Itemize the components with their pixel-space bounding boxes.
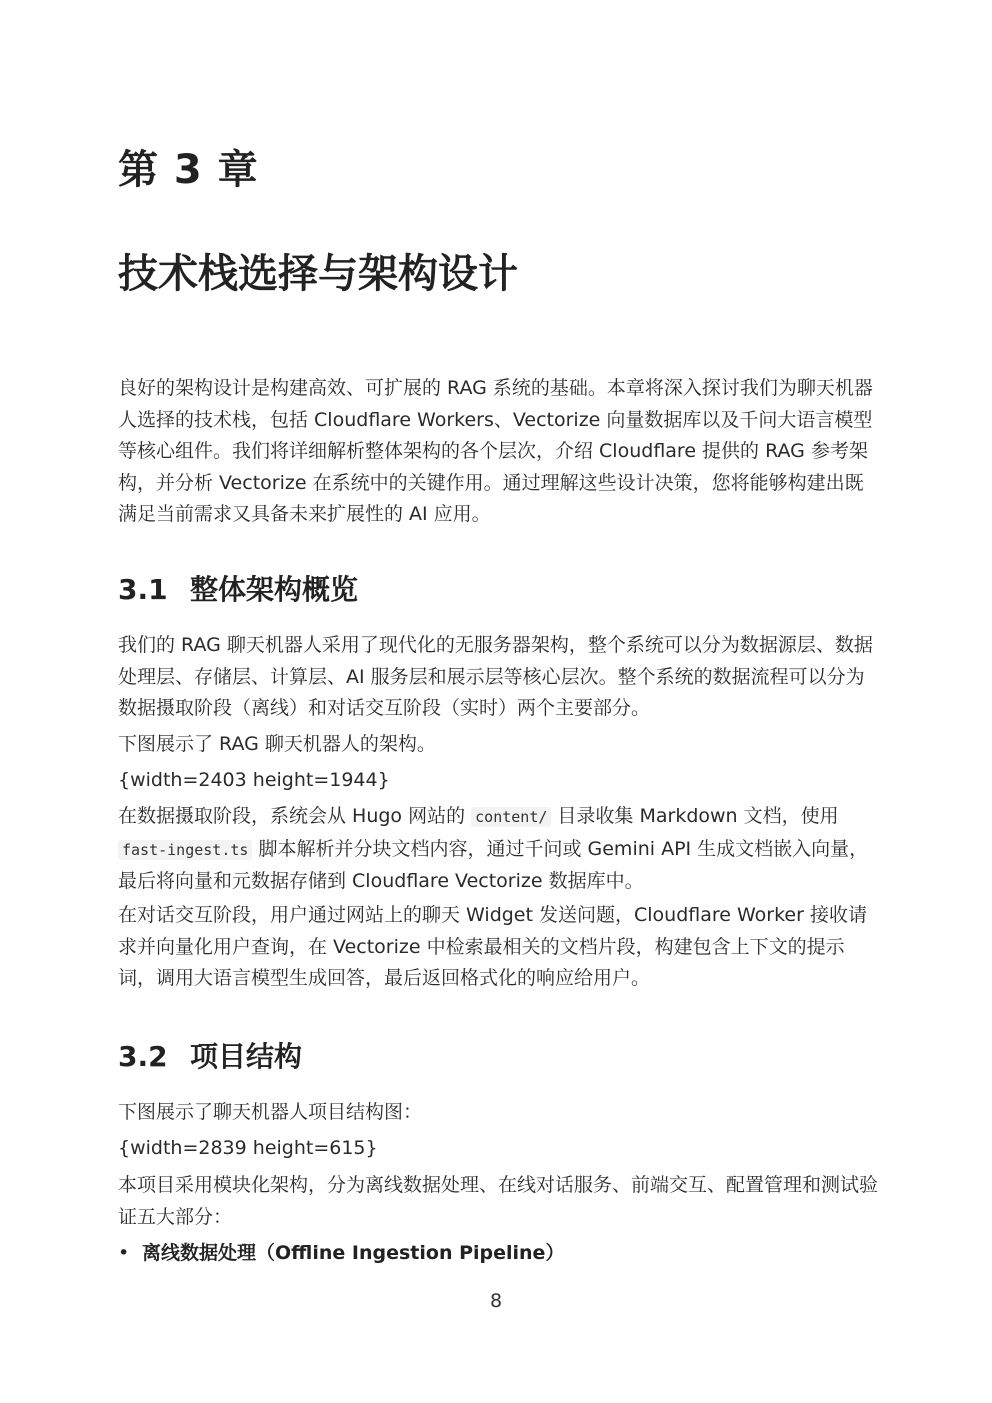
chapter-title: 技术栈选择与架构设计 bbox=[118, 251, 518, 297]
section-title-text: 整体架构概览 bbox=[190, 573, 359, 606]
bullet-icon: • bbox=[118, 1242, 130, 1264]
section1-paragraph-1: 我们的 RAG 聊天机器人采用了现代化的无服务器架构，整个系统可以分为数据源层、数据处理层、存储层、计算层、AI 服务层和展示层等核心层次。整个系统的数据流程可以分为数据摄取阶段（离线）和对话交互阶段（实时）两个主要部分。 bbox=[118, 634, 873, 719]
text-run: 脚本解析并分块文档内容，通过千问或 Gemini API 生成文档嵌入向量，最后将向量和元数据存储到 Cloudflare Vectorize 数据库中。 bbox=[118, 837, 869, 892]
intro-paragraph: 良好的架构设计是构建高效、可扩展的 RAG 系统的基础。本章将深入探讨我们为聊天机器人选择的技术栈，包括 Cloudflare Workers、Vectorize 向量数据库以及千问大语言模型等核心组件。我们将详细解析整体架构的各个层次，介绍 Cloudflare 提供的 RAG 参考架构，并分析 Vectorize 在系统中的关键作用。通过理解这些设计决策，您将能够构建出既满足当前需求又具备未来扩展性的 AI 应用。 bbox=[118, 377, 873, 525]
list-item bbox=[118, 1238, 564, 1265]
page-number: 8 bbox=[489, 1290, 503, 1312]
list-item-text: 离线数据处理（Offline Ingestion Pipeline） bbox=[142, 1242, 565, 1264]
inline-code: content/ bbox=[471, 807, 551, 827]
section-number: 3.2 bbox=[118, 1040, 168, 1073]
section-heading-3-2 bbox=[118, 1035, 302, 1075]
inline-code: fast-ingest.ts bbox=[118, 840, 252, 860]
section1-figure-placeholder: {width=2403 height=1944} bbox=[118, 769, 390, 791]
section1-paragraph-4 bbox=[118, 801, 878, 898]
section1-paragraph-5: 在对话交互阶段，用户通过网站上的聊天 Widget 发送问题，Cloudflare Worker 接收请求并向量化用户查询，在 Vectorize 中检索最相关的文档片段，构建包含上下文的提示词，调用大语言模型生成回答，最后返回格式化的响应给用户。 bbox=[118, 904, 867, 989]
section-number: 3.1 bbox=[118, 573, 168, 606]
text-run: 目录收集 Markdown 文档，使用 bbox=[551, 805, 839, 827]
chapter-number: 第 3 章 bbox=[118, 147, 259, 193]
text-run: 在数据摄取阶段，系统会从 Hugo 网站的 bbox=[118, 805, 472, 827]
section1-paragraph-2: 下图展示了 RAG 聊天机器人的架构。 bbox=[118, 733, 436, 755]
section-title-text: 项目结构 bbox=[190, 1040, 303, 1073]
section2-paragraph-1: 下图展示了聊天机器人项目结构图： bbox=[118, 1101, 423, 1123]
section-heading-3-1 bbox=[118, 568, 358, 608]
section2-figure-placeholder: {width=2839 height=615} bbox=[118, 1137, 378, 1159]
section2-paragraph-3: 本项目采用模块化架构，分为离线数据处理、在线对话服务、前端交互、配置管理和测试验证五大部分： bbox=[118, 1174, 879, 1228]
